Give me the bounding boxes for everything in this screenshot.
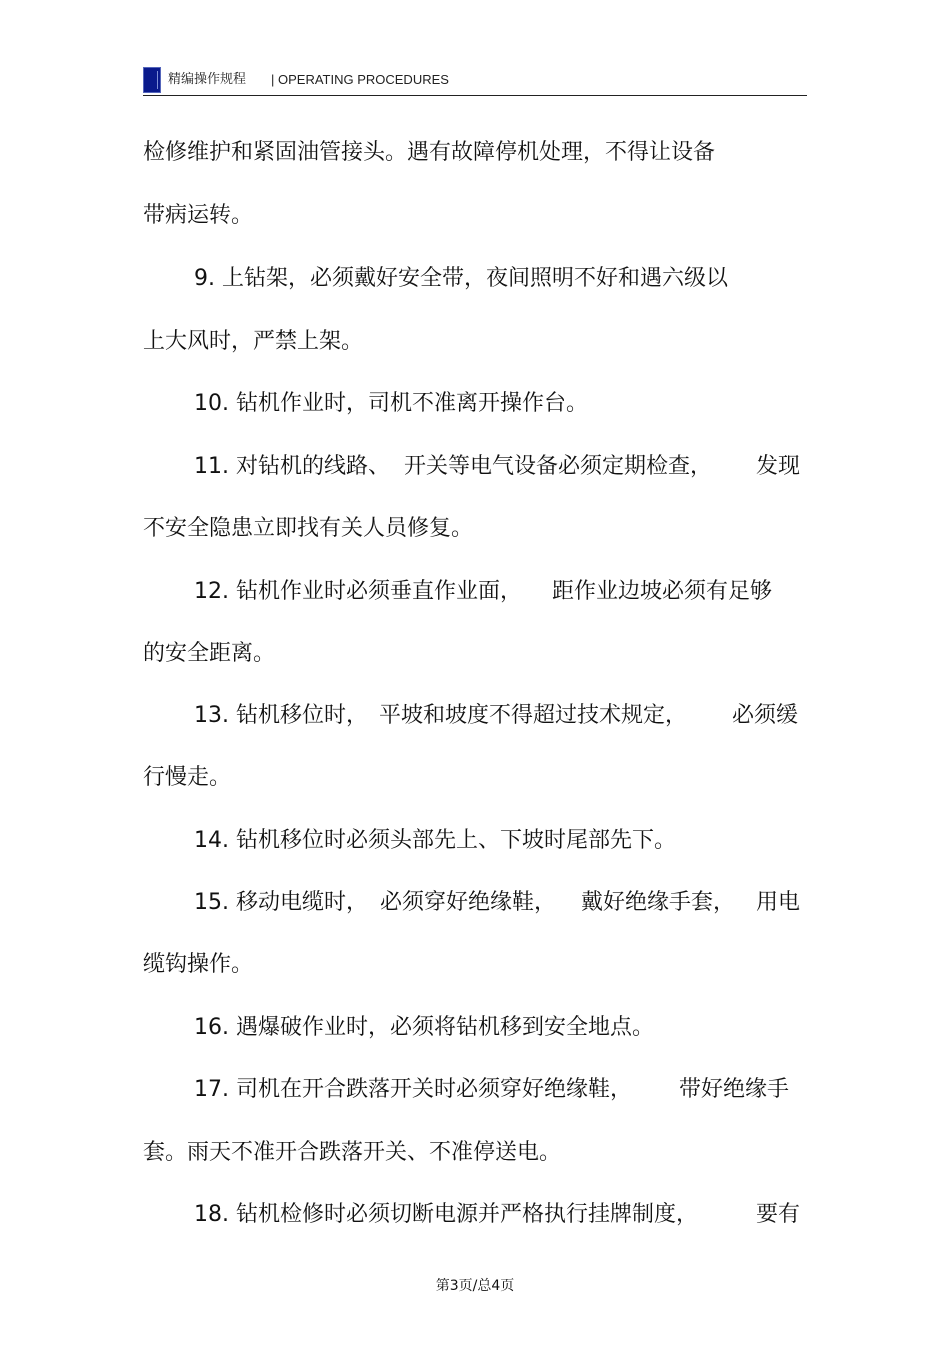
text-segment: 必须缓 <box>732 703 799 728</box>
text-line-item-14: 14. 钻机移位时必须头部先上、下坡时尾部先下。 <box>194 828 676 853</box>
text-segment: 带好绝缘手 <box>679 1077 790 1102</box>
text-segment: 要有 <box>756 1202 801 1227</box>
text-line-item-10: 10. 钻机作业时，司机不准离开操作台。 <box>194 391 588 416</box>
text-segment: 用电 <box>756 890 801 915</box>
text-segment: 17. 司机在开合跌落开关时必须穿好绝缘鞋， <box>194 1077 632 1102</box>
text-segment: 平坡和坡度不得超过技术规定， <box>379 703 688 728</box>
text-line: 的安全距离。 <box>143 641 276 666</box>
text-line: 检修维护和紧固油管接头。遇有故障停机处理，不得让设备 <box>143 140 716 165</box>
text-line: 不安全隐患立即找有关人员修复。 <box>143 516 474 541</box>
text-segment: 18. 钻机检修时必须切断电源并严格执行挂牌制度， <box>194 1202 698 1227</box>
text-line: 套。雨天不准开合跌落开关、不准停送电。 <box>143 1140 562 1165</box>
text-line-item-9: 9. 上钻架，必须戴好安全带，夜间照明不好和遇六级以 <box>194 266 728 291</box>
header-subtitle: | OPERATING PROCEDURES <box>271 72 449 87</box>
text-segment: 距作业边坡必须有足够 <box>552 579 773 604</box>
text-line: 缆钩操作。 <box>143 952 254 977</box>
text-segment: 发现 <box>756 454 801 479</box>
text-line: 上大风时，严禁上架。 <box>143 329 364 354</box>
text-segment: 必须穿好绝缘鞋， <box>380 890 557 915</box>
text-segment: 开关等电气设备必须定期检查， <box>404 454 713 479</box>
text-segment: 戴好绝缘手套， <box>581 890 736 915</box>
text-segment: 15. 移动电缆时， <box>194 890 368 915</box>
text-segment: 12. 钻机作业时必须垂直作业面， <box>194 579 522 604</box>
text-line: 行慢走。 <box>143 765 232 790</box>
page-number: 第3页/总4页 <box>435 1278 515 1294</box>
text-line-item-16: 16. 遇爆破作业时，必须将钻机移到安全地点。 <box>194 1015 654 1040</box>
text-segment: 11. 对钻机的线路、 <box>194 454 390 479</box>
text-segment: 13. 钻机移位时， <box>194 703 368 728</box>
text-line: 带病运转。 <box>143 203 254 228</box>
header-title: 精编操作规程 <box>168 72 247 87</box>
